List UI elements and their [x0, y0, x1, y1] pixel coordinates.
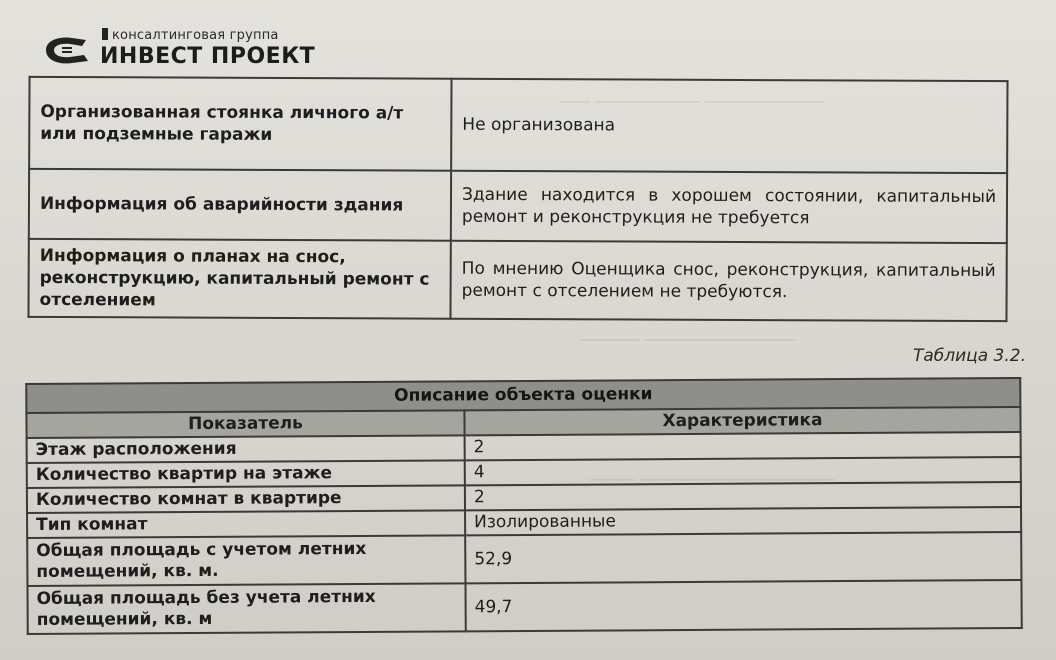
- table-row: [29, 77, 1007, 173]
- table-row: [27, 532, 1021, 586]
- logo-name: ИНВЕСТ ПРОЕКТ: [100, 44, 316, 69]
- row-label: Общая площадь с учетом летних помещений, кв. м.: [27, 535, 465, 586]
- table-row: [27, 580, 1021, 634]
- building-info-table: [27, 76, 1008, 322]
- column-header-indicator: Показатель: [26, 410, 464, 438]
- table-row: [28, 239, 1006, 321]
- row-label: Организованная стоянка личного а/т или подземные гаражи: [29, 77, 451, 171]
- table-row: [29, 169, 1007, 243]
- row-value: 49,7: [465, 580, 1021, 631]
- row-value: По мнению Оценщика снос, реконструкция, капитальный ремонт с отселением не требуются.: [450, 241, 1006, 321]
- row-value: Не организована: [451, 79, 1007, 173]
- bleed-through-text: ――― ―――――――――――――: [590, 470, 835, 488]
- row-value: Здание находится в хорошем состоянии, капитальный ремонт и реконструкция не требуется: [451, 171, 1007, 243]
- table-title: Описание объекта оценки: [26, 378, 1020, 413]
- object-description-table: [25, 377, 1023, 635]
- column-header-characteristic: Характеристика: [464, 407, 1020, 435]
- bleed-through-text: ―――― ――――――――――: [580, 330, 795, 348]
- row-label: Этаж расположения: [27, 435, 465, 463]
- table-caption: Таблица 3.2.: [912, 346, 1026, 366]
- row-label: Информация об аварийности здания: [29, 169, 451, 241]
- bleed-through-text: ―― ――――――― ――――――――: [560, 92, 825, 110]
- company-logo: [42, 26, 342, 74]
- row-label: Количество комнат в квартире: [27, 485, 465, 513]
- logo-subtitle: консалтинговая группа: [102, 28, 279, 43]
- row-value: Изолированные: [465, 507, 1021, 535]
- row-label: Общая площадь без учета летних помещений, кв. м: [27, 583, 465, 634]
- row-label: Тип комнат: [27, 510, 465, 538]
- row-label: Информация о планах на снос, реконструкцию, капитальный ремонт с отселением: [28, 239, 450, 319]
- row-value: 2: [465, 432, 1021, 460]
- row-value: 52,9: [465, 532, 1021, 583]
- logo-emblem-icon: [42, 34, 94, 66]
- row-value: 4: [465, 457, 1021, 485]
- row-value: 2: [465, 482, 1021, 510]
- row-label: Количество квартир на этаже: [27, 460, 465, 488]
